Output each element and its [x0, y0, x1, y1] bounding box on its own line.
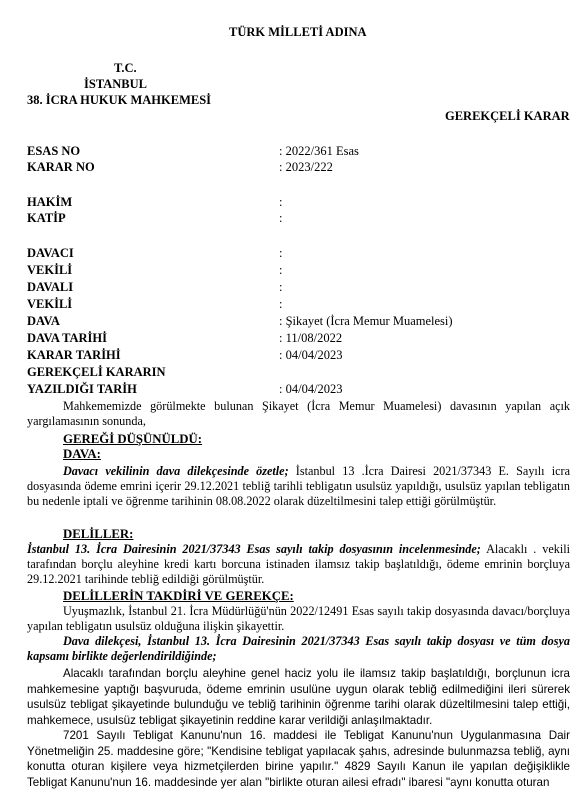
field-value: :: [279, 280, 283, 294]
section-geregi-heading: GEREĞİ DÜŞÜNÜLDÜ:: [63, 432, 203, 446]
section-takdir-heading: DELİLLERİN TAKDİRİ VE GEREKÇE:: [63, 589, 294, 603]
field-value: :: [279, 211, 283, 225]
deliller-lead: İstanbul 13. İcra Dairesinin 2021/37343 Esas sayılı takip dosyasının incelenmesinde;: [27, 542, 481, 556]
dava-text: İstanbul 13 .İcra Dairesi 2021/37343 E. Sayılı icra dosyasında ödeme emrini içerir 29.12.2021 tebliğ tarihli tebligatın usulsüz yapıldığı, usulsüz yapılan tebligatın bu nedenle iptali ve öğrenme tarihinin 08.08.2022 olarak düzeltilmesini talep ettiği görülmüştür.: [27, 464, 570, 509]
tc-heading: T.C.: [114, 61, 137, 75]
field-value: :: [279, 263, 283, 277]
kanun-text: 7201 Sayılı Tebligat Kanunu'nun 16. maddesi ile Tebligat Kanunu'nun Uygulanmasına Dair Yönetmeliğin 25. maddesine göre; "Kendisine tebligat yapılacak şahıs, adresinde bulunmazsa tebliğ, aynı konutta oturan kişilere veya hizmetçilerden birine yapılır." 4829 Sayılı Kanun ile yapılan değişiklikle Tebligat Kanunu'nun 16. maddesinde yer alan "birlikte oturan ailesi efradı" ibaresi "aynı konutta oturan: [27, 729, 570, 789]
dava-lead: Davacı vekilinin dava dilekçesinde özetle;: [63, 464, 289, 478]
field-value: :: [279, 297, 283, 311]
field-label: VEKİLİ: [27, 263, 73, 277]
field-value: : 04/04/2023: [279, 348, 343, 362]
field-label: YAZILDIĞI TARİH: [27, 382, 137, 396]
field-label: GEREKÇELİ KARARIN: [27, 365, 166, 379]
alacakli-text: Alacaklı tarafından borçlu aleyhine genel haciz yolu ile ilamsız takip başlatıldığı, borçlunun icra mahkemesine yaptığı başvuruda, ödeme emrinin usulüne uygun olarak tebliğ edilmediğini ileri sürerek usulsüz tebligat şikayetinde bulunduğu ve tebliğ tarihinin öğrenme tarihi olarak düzeltilmesini talep ettiği, mahkemece, usulsüz tebligat şikayetinin reddine karar verildiği anlaşılmaktadır.: [27, 667, 570, 727]
field-label: VEKİLİ: [27, 297, 73, 311]
field-value: : 2023/222: [279, 160, 333, 174]
field-label: DAVA: [27, 314, 60, 328]
deliller-paragraph: [27, 542, 570, 588]
field-value: : 04/04/2023: [279, 382, 343, 396]
kanun-paragraph: [27, 728, 570, 790]
field-value: : 11/08/2022: [279, 331, 343, 345]
field-label: DAVALI: [27, 280, 74, 294]
field-label: HAKİM: [27, 195, 73, 209]
decision-type-heading: GEREKÇELİ KARAR: [445, 109, 570, 123]
section-deliller-heading: DELİLLER:: [63, 527, 134, 541]
dava-paragraph: [27, 464, 570, 510]
uyusmazlik-paragraph: [27, 604, 570, 634]
field-value: : 2022/361 Esas: [279, 144, 359, 158]
field-label: ESAS NO: [27, 144, 81, 158]
dava-dilekcesi-text: Dava dilekçesi, İstanbul 13. İcra Dairesinin 2021/37343 Esas sayılı takip dosyası ve tüm dosya kapsamı birlikte değerlendirildiğinde;: [27, 634, 570, 664]
alacakli-paragraph: [27, 666, 570, 728]
field-value: :: [279, 195, 283, 209]
intro-text: Mahkememizde görülmekte bulunan Şikayet (İcra Memur Muamelesi) davasının yapılan açık yargılamasının sonunda,: [27, 399, 570, 429]
uyusmazlik-text: Uyuşmazlık, İstanbul 21. İcra Müdürlüğü'nün 2022/12491 Esas sayılı takip dosyasında davacı/borçluya yapılan tebligatın usulsüz olduğuna ilişkin şikayettir.: [27, 604, 570, 634]
city-heading: İSTANBUL: [84, 77, 147, 91]
field-label: KATİP: [27, 211, 66, 225]
nation-heading: TÜRK MİLLETİ ADINA: [229, 25, 367, 39]
field-value: : Şikayet (İcra Memur Muamelesi): [279, 314, 453, 328]
field-value: :: [279, 246, 283, 260]
field-label: DAVACI: [27, 246, 74, 260]
field-label: KARAR NO: [27, 160, 95, 174]
field-label: DAVA TARİHİ: [27, 331, 108, 345]
field-label: KARAR TARİHİ: [27, 348, 121, 362]
dava-dilekcesi-paragraph: [27, 634, 570, 664]
intro-paragraph: [27, 399, 570, 429]
deliller-text: Alacaklı . vekili tarafından borçlu aleyhine kredi kartı borcuna istinaden ilamsız takip başlatıldığı, ödeme emrinin borçluya 29.12.2021 tarihinde tebliğ edildiği görülmüştür.: [27, 542, 570, 587]
court-heading: 38. İCRA HUKUK MAHKEMESİ: [27, 93, 212, 107]
section-dava-heading: DAVA:: [63, 447, 101, 461]
